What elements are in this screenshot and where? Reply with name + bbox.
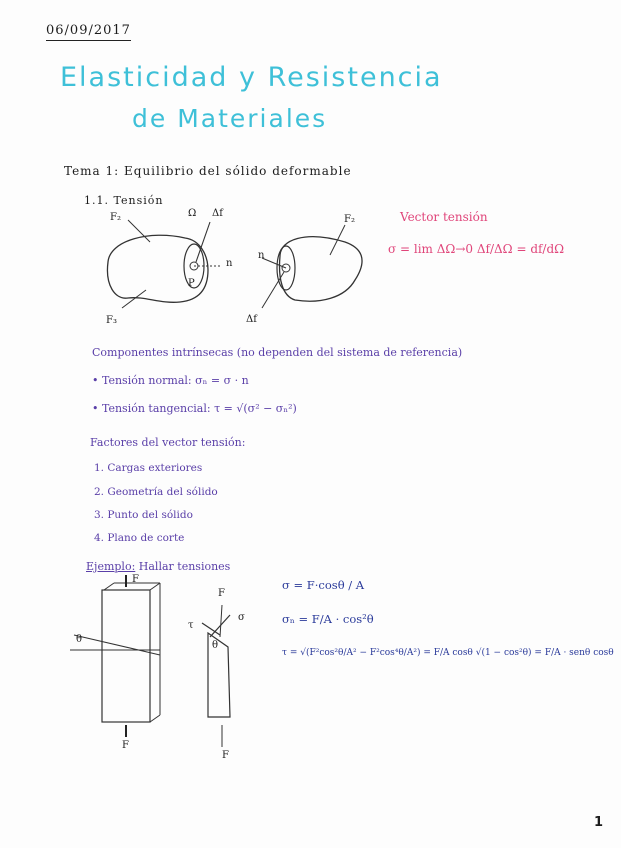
title-line-2: de Materiales [132, 104, 328, 133]
label-f-bottom: F [122, 740, 129, 751]
label-n: n [226, 258, 233, 269]
label-delta-f-right: Δf [246, 314, 257, 325]
label-theta-2: θ [212, 640, 219, 651]
section-heading: 1.1. Tensión [84, 194, 164, 207]
label-f2-right: F₂ [344, 214, 355, 225]
label-tau: τ [188, 620, 194, 631]
label-p: P [188, 278, 195, 289]
ejemplo-diagram [60, 575, 260, 775]
label-f-top: F [132, 574, 139, 585]
factor-item: 3. Punto del sólido [94, 509, 193, 521]
vector-tension-equation: σ = lim ΔΩ→0 Δf/ΔΩ = df/dΩ [388, 242, 565, 256]
right-solid-shape [280, 237, 363, 301]
vector-tension-title: Vector tensión [400, 210, 488, 224]
factor-item: 1. Cargas exteriores [94, 462, 203, 474]
bar-edge [150, 583, 160, 590]
left-solid-shape [107, 235, 208, 302]
f2-arrow-right [330, 225, 345, 255]
equation-sigma: σ = F·cosθ / A [282, 578, 365, 592]
tension-tangencial: • Tensión tangencial: τ = √(σ² − σₙ²) [92, 402, 297, 415]
bar-edge [104, 583, 114, 590]
equation-tau: τ = √(F²cos²θ/A² − F²cos⁴θ/A²) = F/A cosθ √(1 − cos²θ) = F/A · senθ cosθ [282, 648, 614, 658]
date: 06/09/2017 [46, 23, 131, 41]
title-line-1: Elasticidad y Resistencia [60, 62, 443, 93]
normal-arrow-right [262, 258, 286, 268]
label-f2: F₂ [110, 212, 121, 223]
label-f-right: F [218, 588, 225, 599]
label-f-right-bottom: F [222, 750, 229, 761]
tension-diagram [90, 200, 380, 340]
delta-f-arrow-right [262, 272, 284, 308]
page-number: 1 [593, 815, 603, 830]
factor-item: 2. Geometría del sólido [94, 486, 218, 498]
f2-arrow [128, 220, 150, 242]
ejemplo-heading [86, 560, 230, 573]
f-arrow-up [220, 605, 222, 637]
cut-line [74, 635, 160, 655]
ejemplo-text: Hallar tensiones [138, 560, 231, 573]
equation-sigma-n: σₙ = F/A · cos²θ [282, 612, 374, 626]
bar [102, 590, 150, 722]
label-theta: θ [76, 634, 83, 645]
ejemplo-label: Ejemplo: [86, 560, 136, 573]
label-n2: n [258, 250, 265, 261]
componentes-heading: Componentes intrínsecas (no dependen del sistema de referencia) [92, 346, 463, 359]
factor-item: 4. Plano de corte [94, 532, 185, 544]
label-omega: Ω [188, 208, 197, 219]
factores-heading: Factores del vector tensión: [90, 436, 246, 449]
tema-heading: Tema 1: Equilibrio del sólido deformable [64, 164, 352, 178]
label-delta-f: Δf [212, 208, 223, 219]
label-sigma: σ [238, 612, 245, 623]
tension-normal: • Tensión normal: σₙ = σ · n [92, 374, 249, 387]
label-f3: F₃ [106, 315, 117, 326]
bar-edge [150, 715, 160, 722]
